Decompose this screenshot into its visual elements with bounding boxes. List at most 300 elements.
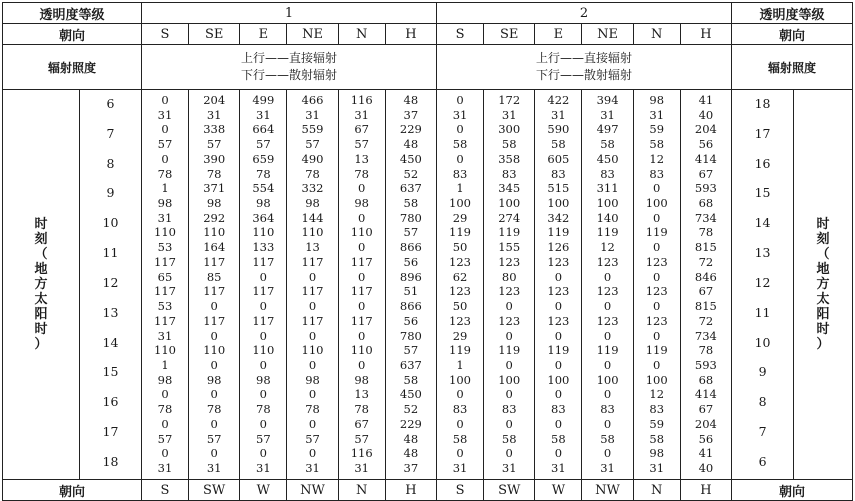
orient-g2-ne: NE	[582, 24, 633, 45]
direct-value: 0	[358, 181, 366, 196]
direct-value: 0	[161, 122, 169, 137]
hour-label: 10	[754, 334, 771, 350]
diffuse-value: 40	[698, 460, 714, 475]
direct-value: 590	[547, 122, 570, 137]
time-label-char: 太	[34, 292, 48, 307]
diffuse-value: 56	[698, 137, 714, 152]
direct-value: 0	[259, 328, 267, 343]
direct-value: 846	[694, 269, 717, 284]
direct-value: 155	[498, 240, 521, 255]
direct-value: 0	[210, 416, 218, 431]
hour-label: 17	[754, 125, 771, 141]
time-label-left	[3, 90, 80, 480]
direct-value: 390	[203, 151, 226, 166]
direct-value: 0	[210, 328, 218, 343]
diffuse-value: 110	[154, 343, 176, 358]
orient-b-g2-n: N	[633, 480, 680, 501]
diffuse-value: 83	[501, 166, 517, 181]
g2-col-h	[680, 90, 731, 480]
grade-1-header: 1	[141, 3, 436, 24]
diffuse-value: 31	[157, 107, 173, 122]
direct-value: 866	[399, 240, 422, 255]
diffuse-value: 119	[449, 225, 471, 240]
diffuse-value: 78	[157, 166, 173, 181]
diffuse-value: 58	[600, 431, 615, 446]
direct-value: 637	[399, 357, 422, 372]
diffuse-value: 67	[698, 284, 714, 299]
footer-row-orientation	[3, 480, 853, 501]
orient-b-g1-n: N	[338, 480, 385, 501]
diffuse-value: 58	[501, 137, 517, 152]
hour-label: 12	[754, 274, 771, 290]
grade-2-header: 2	[437, 3, 732, 24]
hour-label: 6	[758, 453, 767, 469]
direct-value: 0	[603, 446, 612, 461]
direct-value: 116	[350, 93, 373, 107]
direct-value: 394	[596, 93, 619, 107]
time-label-char: 地	[34, 262, 48, 277]
diffuse-value: 37	[403, 107, 419, 122]
orient-g2-n: N	[633, 24, 680, 45]
diffuse-value: 31	[157, 460, 173, 475]
direct-value: 637	[399, 181, 422, 196]
hour-label: 18	[102, 453, 119, 469]
diffuse-value: 68	[698, 196, 714, 211]
direct-value: 499	[252, 93, 275, 107]
direct-value: 780	[399, 328, 422, 343]
direct-value: 0	[308, 387, 317, 402]
direct-value: 866	[399, 299, 422, 314]
direct-value: 0	[505, 328, 513, 343]
diffuse-value: 83	[551, 402, 566, 417]
diffuse-value: 98	[206, 196, 222, 211]
direct-value: 12	[600, 240, 615, 255]
diffuse-value: 117	[252, 313, 275, 328]
direct-value: 53	[157, 240, 173, 255]
direct-value: 13	[354, 387, 369, 402]
note-direct-g2: 上行——直接辐射	[536, 51, 633, 65]
direct-value: 0	[505, 446, 513, 461]
diffuse-value: 123	[596, 284, 619, 299]
diffuse-value: 83	[452, 402, 468, 417]
diffuse-value: 58	[403, 196, 419, 211]
diffuse-value: 110	[252, 343, 275, 358]
direct-value: 50	[452, 240, 468, 255]
direct-value: 0	[358, 269, 366, 284]
direct-value: 126	[547, 240, 570, 255]
direct-value: 0	[210, 357, 218, 372]
diffuse-value: 78	[354, 402, 369, 417]
direct-value: 664	[252, 122, 275, 137]
diffuse-value: 119	[645, 343, 668, 358]
direct-value: 466	[301, 93, 324, 107]
diffuse-value: 119	[645, 225, 668, 240]
direct-value: 0	[554, 446, 563, 461]
direct-value: 780	[399, 210, 422, 225]
direct-value: 0	[505, 387, 513, 402]
diffuse-value: 78	[698, 225, 714, 240]
note-diffuse-g1: 下行——散射辐射	[240, 68, 337, 82]
orient-b-g2-w: W	[535, 480, 582, 501]
direct-value: 1	[456, 357, 464, 372]
diffuse-value: 119	[498, 343, 521, 358]
direct-value: 0	[210, 299, 218, 314]
direct-value: 0	[308, 269, 317, 284]
diffuse-value: 57	[354, 137, 369, 152]
orient-g1-n: N	[338, 24, 385, 45]
radiation-table-sheet	[2, 2, 853, 498]
direct-value: 67	[354, 122, 369, 137]
hour-label: 14	[754, 215, 771, 231]
hour-label: 16	[754, 155, 771, 171]
direct-value: 29	[452, 210, 468, 225]
direct-value: 0	[554, 416, 563, 431]
direct-value: 164	[203, 240, 226, 255]
time-label-char: 阳	[34, 307, 48, 322]
diffuse-value: 110	[203, 343, 226, 358]
direct-value: 0	[161, 93, 169, 107]
diffuse-value: 58	[649, 431, 665, 446]
diffuse-value: 31	[600, 460, 615, 475]
diffuse-value: 123	[449, 254, 471, 269]
direct-value: 0	[603, 269, 612, 284]
direct-value: 50	[452, 299, 468, 314]
direct-value: 133	[252, 240, 275, 255]
diffuse-value: 51	[403, 284, 419, 299]
direct-value: 274	[498, 210, 521, 225]
direct-value: 59	[649, 416, 665, 431]
note-direct-g1: 上行——直接辐射	[240, 51, 337, 65]
diffuse-value: 57	[206, 431, 222, 446]
diffuse-value: 123	[645, 284, 668, 299]
diffuse-value: 78	[354, 166, 369, 181]
direct-value: 41	[698, 93, 714, 107]
diffuse-value: 58	[452, 137, 468, 152]
diffuse-value: 117	[203, 254, 226, 269]
direct-value: 554	[252, 181, 275, 196]
diffuse-value: 117	[154, 254, 176, 269]
direct-value: 0	[653, 269, 661, 284]
direct-value: 593	[694, 357, 717, 372]
diffuse-value: 40	[698, 107, 714, 122]
diffuse-value: 78	[206, 166, 222, 181]
solar-radiation-table	[2, 2, 853, 501]
diffuse-value: 100	[596, 372, 619, 387]
orient-g1-se: SE	[189, 24, 240, 45]
diffuse-value: 52	[403, 402, 419, 417]
direct-value: 292	[203, 210, 226, 225]
orient-g1-h: H	[385, 24, 436, 45]
header-row-transparency	[3, 3, 853, 24]
direct-value: 0	[259, 269, 267, 284]
diffuse-value: 123	[449, 313, 471, 328]
diffuse-value: 119	[498, 225, 521, 240]
hours-right	[732, 90, 794, 480]
hour-label: 15	[754, 185, 771, 201]
time-label-right	[794, 90, 853, 480]
g2-col-n	[633, 90, 680, 480]
direct-value: 204	[203, 93, 226, 107]
direct-value: 65	[157, 269, 173, 284]
diffuse-value: 31	[256, 107, 271, 122]
direct-value: 414	[694, 387, 717, 402]
direct-value: 204	[694, 416, 717, 431]
diffuse-value: 117	[252, 284, 275, 299]
diffuse-value: 78	[206, 402, 222, 417]
diffuse-value: 67	[698, 402, 714, 417]
direct-value: 0	[358, 357, 366, 372]
orientation-label-right: 朝向	[732, 24, 853, 45]
time-label-char: （	[816, 247, 830, 262]
diffuse-value: 100	[645, 372, 668, 387]
diffuse-value: 31	[256, 460, 271, 475]
hour-label: 11	[754, 304, 771, 320]
diffuse-value: 37	[403, 460, 419, 475]
direct-value: 1	[456, 181, 464, 196]
direct-value: 0	[653, 328, 661, 343]
direct-value: 358	[498, 151, 521, 166]
diffuse-value: 100	[645, 196, 668, 211]
direct-value: 0	[210, 446, 218, 461]
direct-value: 98	[649, 93, 665, 107]
diffuse-value: 31	[551, 107, 566, 122]
direct-value: 0	[554, 387, 563, 402]
direct-value: 29	[452, 328, 468, 343]
orientation-label-bottom-right: 朝向	[732, 480, 853, 501]
diffuse-value: 58	[649, 137, 665, 152]
diffuse-value: 119	[547, 225, 570, 240]
diffuse-value: 57	[403, 343, 419, 358]
direct-value: 67	[354, 416, 369, 431]
diffuse-value: 78	[305, 166, 320, 181]
hour-label: 14	[102, 334, 119, 350]
irradiance-label-right: 辐射照度	[732, 45, 853, 90]
direct-value: 332	[301, 181, 324, 196]
diffuse-value: 98	[157, 372, 173, 387]
diffuse-value: 31	[501, 460, 517, 475]
diffuse-value: 117	[301, 254, 324, 269]
g1-col-n	[338, 90, 385, 480]
diffuse-value: 119	[449, 343, 471, 358]
direct-value: 422	[547, 93, 570, 107]
direct-value: 0	[308, 299, 317, 314]
diffuse-value: 98	[256, 196, 271, 211]
diffuse-value: 98	[305, 196, 320, 211]
direct-value: 0	[259, 387, 267, 402]
diffuse-value: 117	[350, 254, 373, 269]
direct-value: 593	[694, 181, 717, 196]
g1-col-s	[141, 90, 188, 480]
direct-value: 0	[653, 181, 661, 196]
diffuse-value: 31	[206, 460, 222, 475]
diffuse-value: 58	[551, 431, 566, 446]
direct-value: 0	[308, 357, 317, 372]
direct-value: 559	[301, 122, 324, 137]
diffuse-value: 123	[547, 284, 570, 299]
diffuse-value: 100	[449, 372, 471, 387]
direct-value: 0	[358, 210, 366, 225]
time-label-char: 太	[816, 292, 830, 307]
hour-label: 9	[106, 185, 115, 201]
direct-value: 1	[161, 357, 169, 372]
diffuse-value: 31	[305, 460, 320, 475]
direct-value: 229	[399, 122, 422, 137]
hour-label: 8	[106, 155, 115, 171]
direct-value: 0	[505, 416, 513, 431]
g2-col-ne	[582, 90, 633, 480]
direct-value: 0	[603, 299, 612, 314]
direct-value: 0	[456, 151, 464, 166]
hour-label: 7	[758, 424, 767, 440]
orient-b-g2-h: H	[680, 480, 731, 501]
diffuse-value: 110	[252, 225, 275, 240]
direct-value: 204	[694, 122, 717, 137]
diffuse-value: 98	[305, 372, 320, 387]
diffuse-value: 98	[354, 372, 369, 387]
direct-value: 48	[403, 446, 419, 461]
diffuse-value: 78	[157, 402, 173, 417]
direct-value: 31	[157, 210, 173, 225]
g2-col-se	[484, 90, 535, 480]
time-label-char: ）	[816, 337, 830, 352]
direct-value: 62	[452, 269, 468, 284]
orient-g2-h: H	[680, 24, 731, 45]
orient-g2-s: S	[437, 24, 484, 45]
direct-value: 80	[501, 269, 517, 284]
direct-value: 450	[399, 387, 422, 402]
diffuse-value: 83	[649, 402, 665, 417]
diffuse-value: 31	[501, 107, 517, 122]
diffuse-value: 119	[596, 343, 619, 358]
diffuse-value: 58	[403, 372, 419, 387]
diffuse-value: 117	[203, 313, 226, 328]
diffuse-value: 56	[698, 431, 714, 446]
direct-value: 0	[259, 416, 267, 431]
diffuse-value: 110	[301, 343, 324, 358]
direct-value: 0	[653, 240, 661, 255]
diffuse-value: 72	[698, 313, 714, 328]
diffuse-value: 123	[596, 254, 619, 269]
orient-b-g2-nw: NW	[582, 480, 633, 501]
direct-value: 13	[305, 240, 320, 255]
diffuse-value: 98	[354, 196, 369, 211]
direct-value: 31	[157, 328, 173, 343]
direct-value: 490	[301, 151, 324, 166]
diffuse-value: 68	[698, 372, 714, 387]
direct-value: 0	[308, 446, 317, 461]
time-label-char: 时	[34, 322, 48, 337]
direct-value: 48	[403, 93, 419, 107]
direct-value: 0	[308, 328, 317, 343]
diffuse-value: 123	[498, 254, 521, 269]
diffuse-value: 123	[645, 254, 668, 269]
direct-value: 0	[554, 357, 563, 372]
direct-value: 12	[649, 387, 665, 402]
g1-col-ne	[287, 90, 338, 480]
diffuse-value: 56	[403, 313, 419, 328]
time-label-char: 地	[816, 262, 830, 277]
diffuse-value: 57	[256, 137, 271, 152]
diffuse-value: 117	[350, 284, 373, 299]
direct-value: 85	[206, 269, 222, 284]
diffuse-value: 48	[403, 137, 419, 152]
direct-value: 140	[596, 210, 619, 225]
orientation-label-bottom-left: 朝向	[3, 480, 142, 501]
diffuse-value: 83	[501, 402, 517, 417]
diffuse-value: 117	[301, 284, 324, 299]
orient-g1-ne: NE	[287, 24, 338, 45]
direct-value: 0	[259, 357, 267, 372]
diffuse-value: 119	[547, 343, 570, 358]
direct-value: 0	[456, 416, 464, 431]
hour-label: 18	[754, 96, 771, 111]
time-label-char: ）	[34, 337, 48, 352]
hour-label: 12	[102, 274, 119, 290]
diffuse-value: 57	[354, 431, 369, 446]
diffuse-value: 123	[645, 313, 668, 328]
diffuse-value: 57	[403, 225, 419, 240]
transparency-label-left: 透明度等级	[3, 3, 142, 24]
direct-value: 0	[161, 387, 169, 402]
direct-value: 659	[252, 151, 275, 166]
diffuse-value: 117	[350, 313, 373, 328]
diffuse-value: 100	[596, 196, 619, 211]
orient-g1-s: S	[141, 24, 188, 45]
direct-value: 0	[505, 299, 513, 314]
diffuse-value: 57	[157, 137, 173, 152]
hour-label: 7	[106, 125, 115, 141]
direct-value: 300	[498, 122, 521, 137]
diffuse-value: 110	[203, 225, 226, 240]
header-row-orientation	[3, 24, 853, 45]
hour-label: 17	[102, 424, 119, 440]
direct-value: 734	[694, 328, 717, 343]
diffuse-value: 57	[256, 431, 271, 446]
direct-value: 0	[554, 299, 563, 314]
diffuse-value: 78	[256, 402, 271, 417]
hour-label: 10	[102, 215, 119, 231]
transparency-label-right: 透明度等级	[732, 3, 853, 24]
direct-value: 0	[603, 387, 612, 402]
direct-value: 0	[210, 387, 218, 402]
time-label-char: 刻	[34, 232, 48, 247]
diffuse-value: 57	[206, 137, 222, 152]
direct-value: 0	[259, 299, 267, 314]
diffuse-value: 57	[305, 431, 320, 446]
diffuse-value: 117	[252, 254, 275, 269]
direct-value: 144	[301, 210, 324, 225]
diffuse-value: 100	[498, 372, 521, 387]
direct-value: 515	[547, 181, 570, 196]
hour-label: 11	[102, 245, 119, 261]
diffuse-value: 58	[551, 137, 566, 152]
direct-value: 1	[161, 181, 169, 196]
hour-label: 13	[102, 304, 119, 320]
direct-value: 0	[505, 357, 513, 372]
direct-value: 0	[554, 328, 563, 343]
diffuse-value: 67	[698, 166, 714, 181]
diffuse-value: 31	[206, 107, 222, 122]
diffuse-value: 57	[157, 431, 173, 446]
direct-value: 0	[161, 416, 169, 431]
diffuse-value: 31	[452, 460, 468, 475]
direct-value: 0	[456, 446, 464, 461]
direct-value: 0	[308, 416, 317, 431]
direct-value: 12	[649, 151, 665, 166]
orient-b-g1-nw: NW	[287, 480, 338, 501]
orient-b-g2-s: S	[437, 480, 484, 501]
direct-value: 0	[603, 416, 612, 431]
